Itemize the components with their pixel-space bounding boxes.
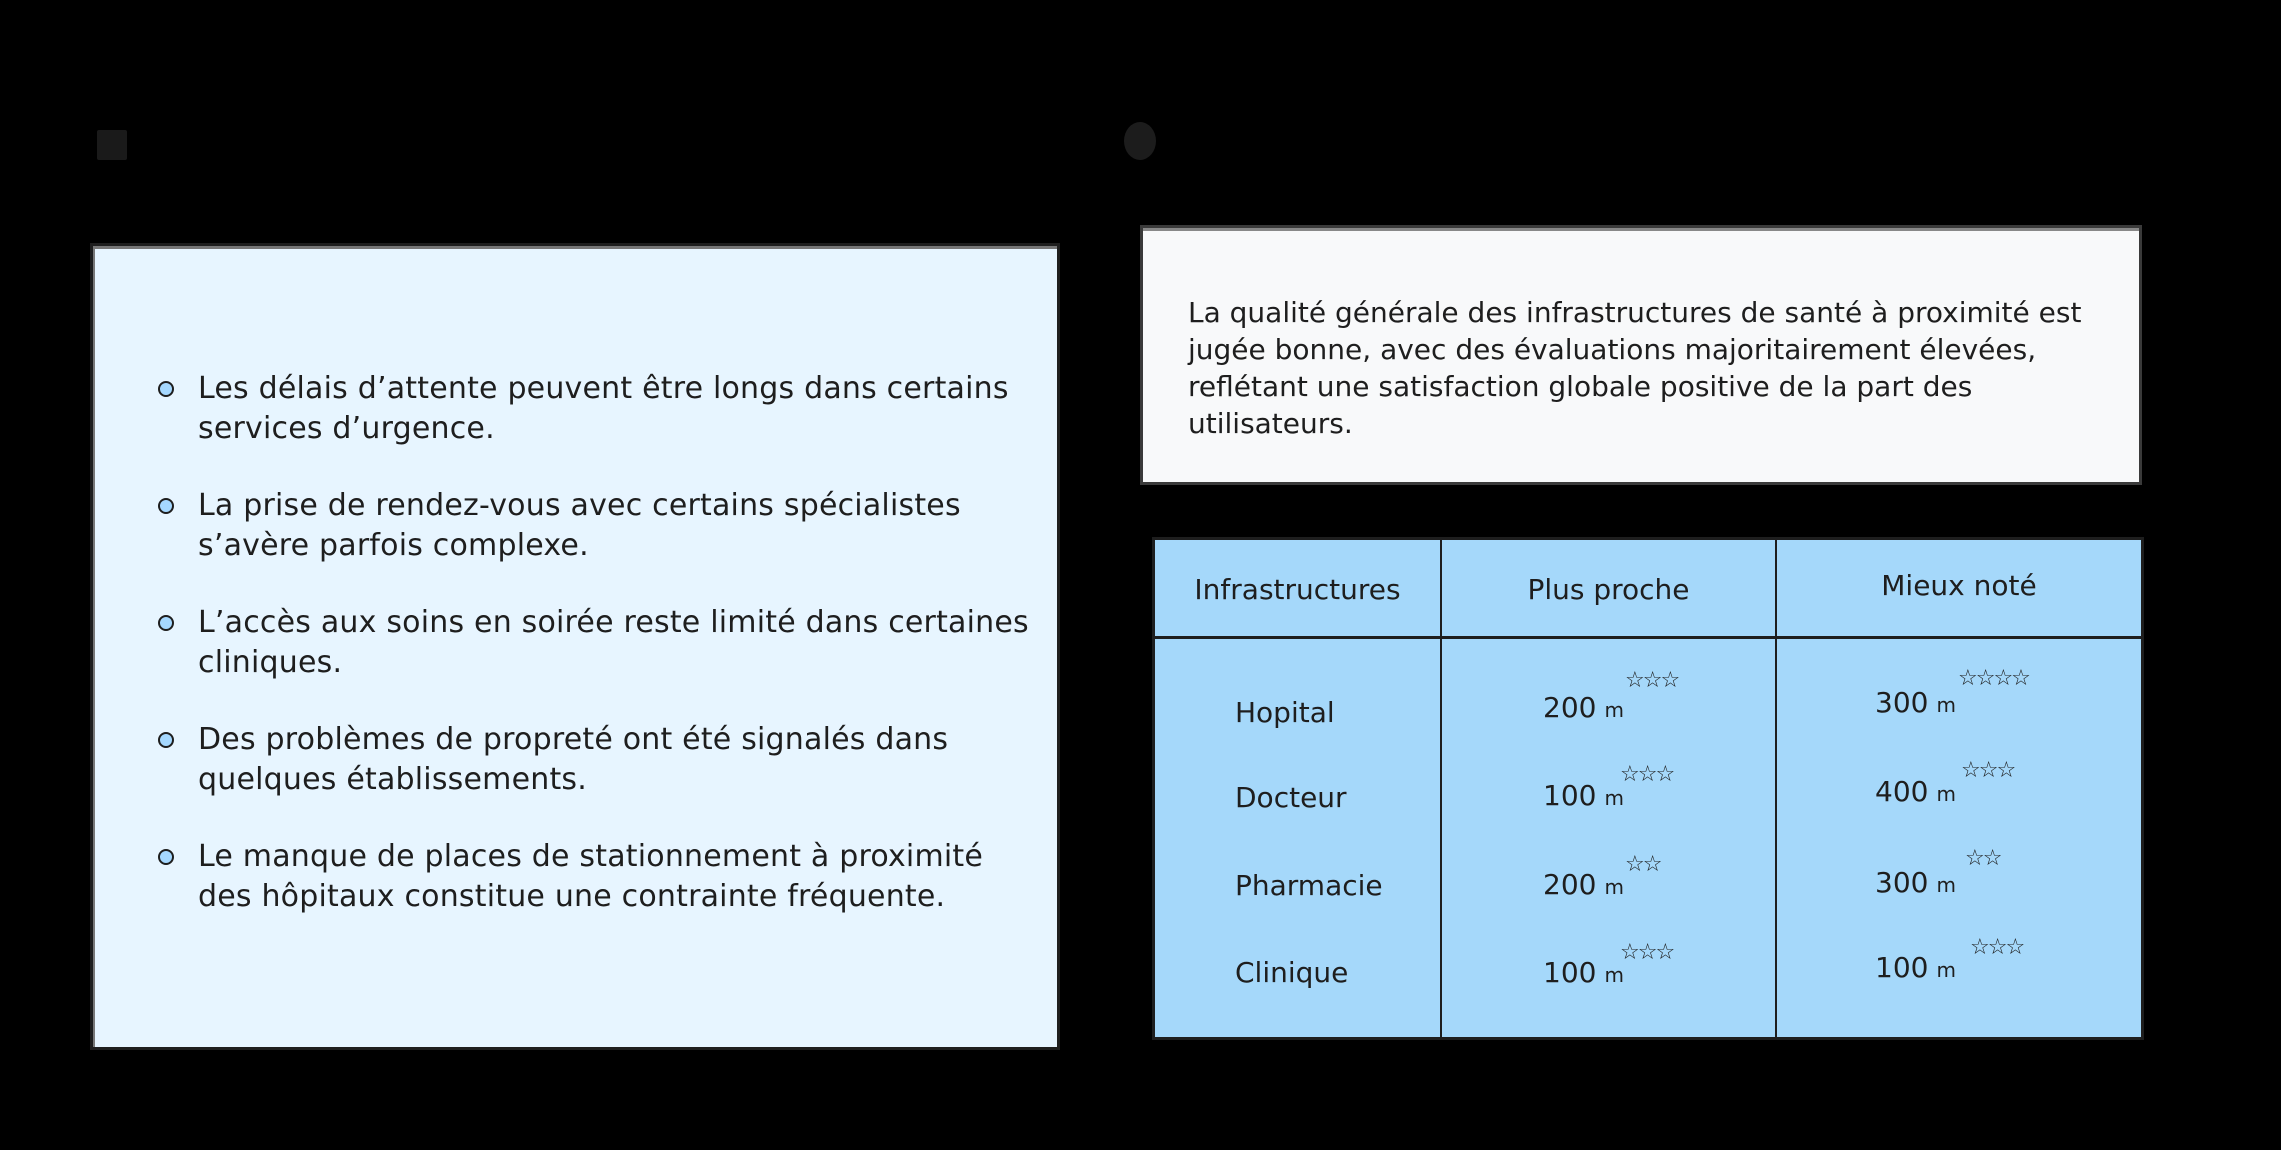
distance-unit: m xyxy=(1604,875,1624,899)
summary-box xyxy=(1140,225,2142,485)
heading-icon xyxy=(97,130,127,160)
distance-value: 400 xyxy=(1875,775,1929,808)
nearest-distance xyxy=(1543,955,1624,993)
row-label-pharmacie: Pharmacie xyxy=(1235,869,1383,902)
best-rated-distance xyxy=(1875,774,1956,812)
distance-value: 100 xyxy=(1875,951,1929,984)
column-divider xyxy=(1775,540,1777,1037)
issue-text: La prise de rendez-vous avec certains spécialistes s’avère parfois complexe. xyxy=(198,488,961,563)
star-rating-icon: ☆☆☆ xyxy=(1620,940,1674,965)
distance-value: 200 xyxy=(1543,868,1597,901)
distance-unit: m xyxy=(1936,873,1956,897)
star-rating-icon: ☆☆☆☆ xyxy=(1958,666,2029,691)
header-infrastructures: Infrastructures xyxy=(1194,573,1401,606)
distance-value: 100 xyxy=(1543,779,1597,812)
issue-text: Le manque de places de stationnement à proximité des hôpitaux constitue une contrainte fréquente. xyxy=(198,839,984,914)
star-rating-icon: ☆☆ xyxy=(1965,846,2001,871)
list-item xyxy=(158,720,1038,800)
bullet-circle-icon xyxy=(158,732,174,748)
nearest-distance xyxy=(1543,778,1624,816)
list-item xyxy=(158,837,1038,917)
distance-unit: m xyxy=(1936,782,1956,806)
row-label-hopital: Hopital xyxy=(1235,696,1335,729)
star-rating-icon: ☆☆ xyxy=(1625,852,1661,877)
issue-text: L’accès aux soins en soirée reste limité dans certaines cliniques. xyxy=(198,605,1029,680)
list-item xyxy=(158,603,1038,683)
header-nearest: Plus proche xyxy=(1527,573,1690,606)
distance-unit: m xyxy=(1936,958,1956,982)
best-rated-distance xyxy=(1875,685,1956,723)
issues-list xyxy=(158,369,1038,954)
issues-panel xyxy=(90,243,1060,1050)
bullet-circle-icon xyxy=(158,498,174,514)
star-rating-icon: ☆☆☆ xyxy=(1970,935,2024,960)
row-label-clinique: Clinique xyxy=(1235,956,1349,989)
best-rated-distance xyxy=(1875,950,1956,988)
best-rated-distance xyxy=(1875,865,1956,903)
distance-value: 300 xyxy=(1875,866,1929,899)
heading-dot-icon xyxy=(1124,122,1156,160)
list-item xyxy=(158,369,1038,449)
distance-unit: m xyxy=(1604,786,1624,810)
bullet-circle-icon xyxy=(158,381,174,397)
bullet-circle-icon xyxy=(158,849,174,865)
distance-value: 200 xyxy=(1543,691,1597,724)
distance-value: 100 xyxy=(1543,956,1597,989)
row-label-docteur: Docteur xyxy=(1235,781,1347,814)
column-divider xyxy=(1440,540,1442,1037)
star-rating-icon: ☆☆☆ xyxy=(1625,668,1679,693)
issue-text: Des problèmes de propreté ont été signalés dans quelques établissements. xyxy=(198,722,949,797)
star-rating-icon: ☆☆☆ xyxy=(1961,758,2015,783)
bullet-circle-icon xyxy=(158,615,174,631)
header-divider xyxy=(1155,636,2141,639)
summary-text: La qualité générale des infrastructures de santé à proximité est jugée bonne, avec des évaluations majoritairement élevées, reflétant une satisfaction globale positive de la part des utilisateurs. xyxy=(1188,296,2082,440)
infrastructure-table xyxy=(1152,537,2144,1040)
distance-unit: m xyxy=(1936,693,1956,717)
distance-value: 300 xyxy=(1875,686,1929,719)
distance-unit: m xyxy=(1604,963,1624,987)
star-rating-icon: ☆☆☆ xyxy=(1620,762,1674,787)
distance-unit: m xyxy=(1604,698,1624,722)
nearest-distance xyxy=(1543,867,1624,905)
nearest-distance xyxy=(1543,690,1624,728)
issue-text: Les délais d’attente peuvent être longs dans certains services d’urgence. xyxy=(198,371,1009,446)
list-item xyxy=(158,486,1038,566)
header-best-rated: Mieux noté xyxy=(1881,569,2037,602)
